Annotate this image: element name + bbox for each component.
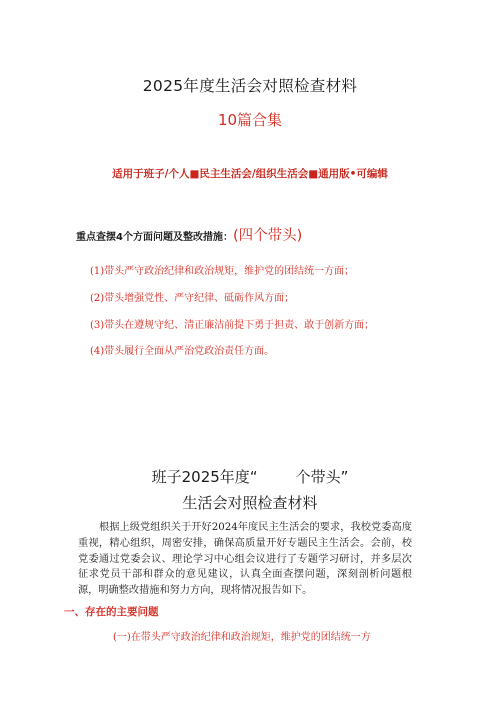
- focus-item: (4)带头履行全面从严治党政治责任方面。: [90, 346, 275, 357]
- applicable-scope-note: 适用于班子/个人■民主生活会/组织生活会■通用版•可编辑: [112, 168, 388, 180]
- section-heading: 一、存在的主要问题: [64, 606, 159, 618]
- document-subtitle: 10篇合集: [217, 111, 283, 129]
- section-title-line1: [0, 466, 500, 487]
- focus-item: (1)带头严守政治纪律和政治规矩，维护党的团结统一方面；: [90, 266, 355, 277]
- focus-label: 重点查摆4个方面问题及整改措施：: [76, 232, 233, 243]
- section-title-line2: 生活会对照检查材料: [182, 494, 318, 512]
- focus-item: (2)带头增强党性、严守纪律、砥砺作风方面；: [90, 293, 295, 304]
- focus-highlight: (四个带头): [232, 228, 303, 244]
- section-title-right: 个带头”: [295, 468, 349, 486]
- section-title-left: 班子2025年度“: [151, 468, 258, 486]
- subsection-heading: (一)在带头严守政治纪律和政治规矩，维护党的团结统一方: [113, 632, 371, 643]
- document-title: 2025年度生活会对照检查材料: [142, 77, 358, 95]
- focus-summary-line: [76, 224, 302, 245]
- body-paragraph: 根据上级党组织关于开好2024年度民主生活会的要求，我校党委高度重视，精心组织，周密安排，确保高质量开好专题民主生活会。会前，校党委通过党委会议、理论学习中心组会议进行了专题学习研讨，并多层次征求党员干部和群众的意见建议，认真全面查摆问题，深刻剖析问题根源，明确整改措施和努力方向，现将情况报告如下。: [78, 522, 412, 597]
- focus-item: (3)带头在遵规守纪、清正廉洁前提下勇于担责、敢于创新方面；: [90, 320, 375, 331]
